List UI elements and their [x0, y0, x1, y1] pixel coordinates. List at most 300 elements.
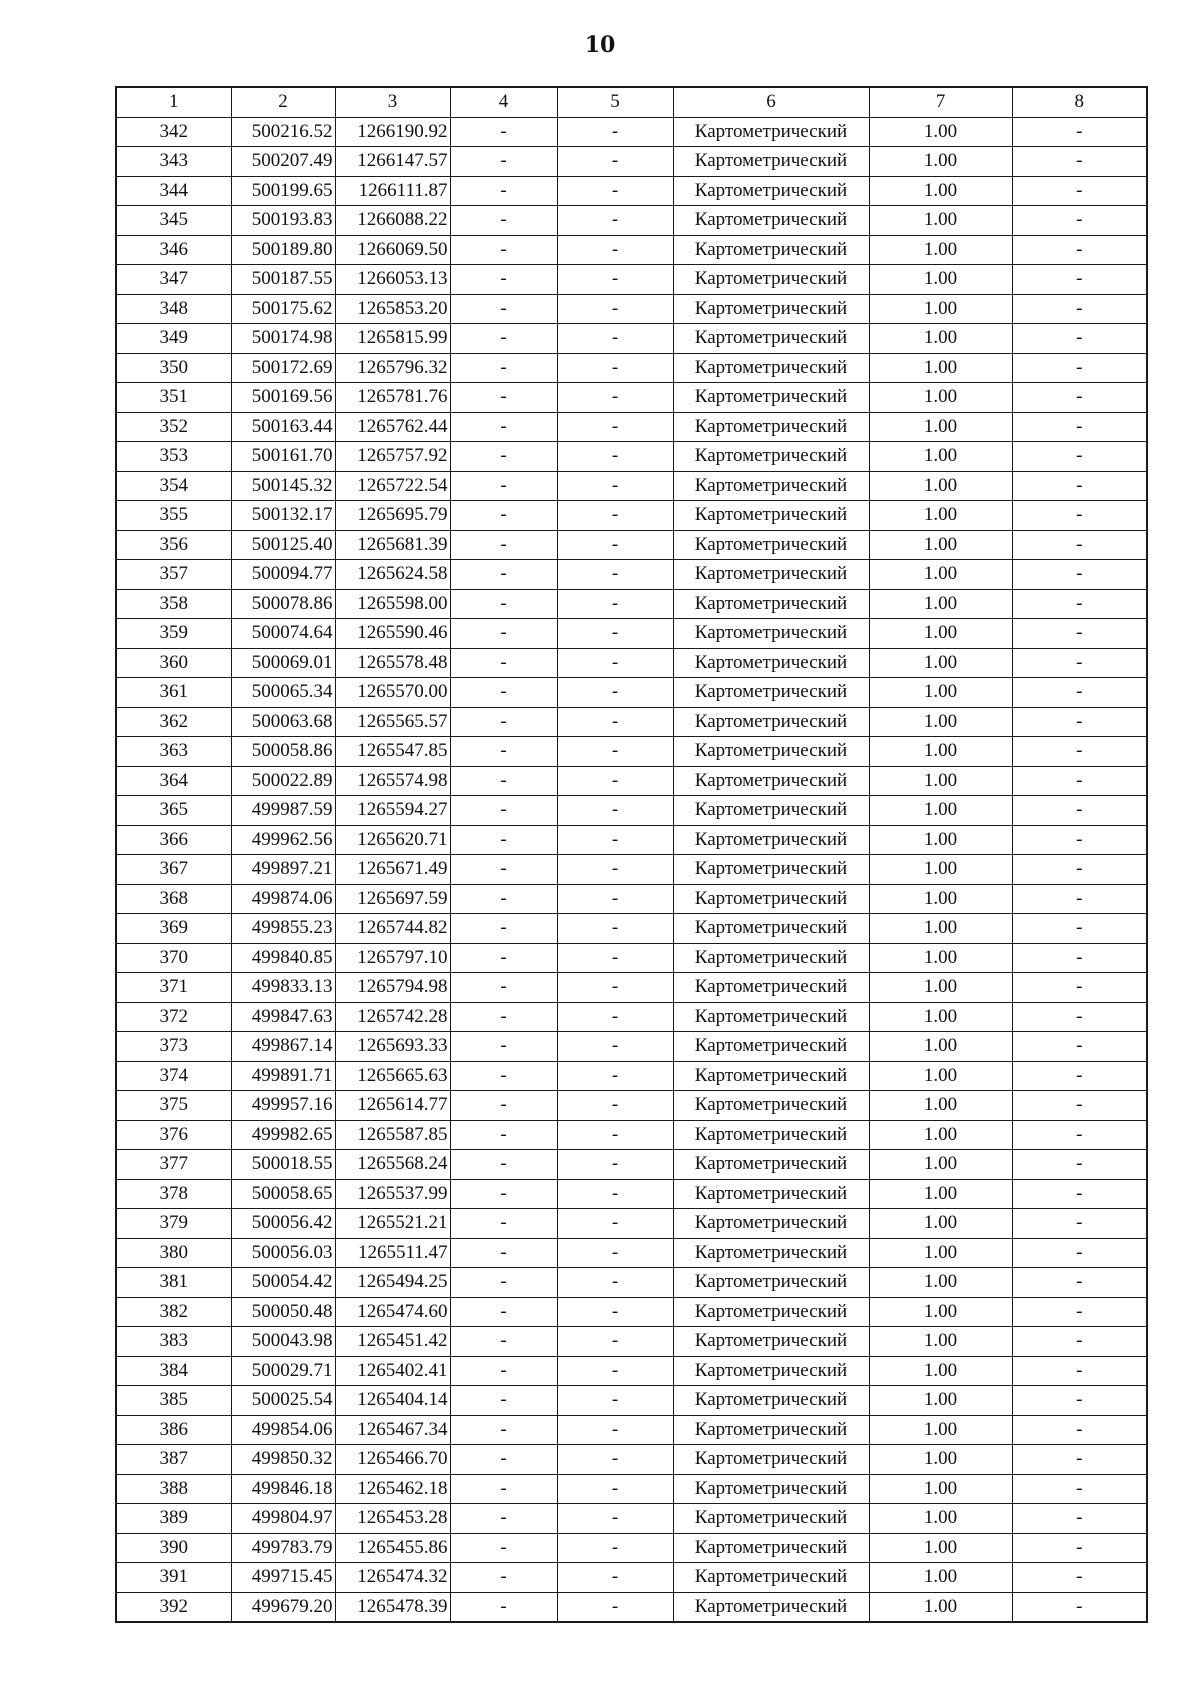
cell-accuracy: 1.00 — [869, 1179, 1012, 1209]
cell-coord-x: 499850.32 — [231, 1445, 335, 1475]
cell-method: Картометрический — [673, 619, 869, 649]
cell-coord-x: 500063.68 — [231, 707, 335, 737]
cell-col-8: - — [1012, 1445, 1147, 1475]
cell-point-number: 364 — [116, 766, 231, 796]
cell-point-number: 389 — [116, 1504, 231, 1534]
cell-col-8: - — [1012, 265, 1147, 295]
cell-coord-x: 500069.01 — [231, 648, 335, 678]
cell-coord-y: 1265594.27 — [335, 796, 450, 826]
table-row — [116, 471, 1147, 501]
cell-coord-y: 1265853.20 — [335, 294, 450, 324]
cell-coord-y: 1265478.39 — [335, 1592, 450, 1622]
cell-point-number: 385 — [116, 1386, 231, 1416]
cell-point-number: 368 — [116, 884, 231, 914]
cell-method: Картометрический — [673, 1563, 869, 1593]
cell-coord-y: 1265614.77 — [335, 1091, 450, 1121]
cell-coord-y: 1265474.32 — [335, 1563, 450, 1593]
cell-col-8: - — [1012, 914, 1147, 944]
cell-method: Картометрический — [673, 412, 869, 442]
cell-col-8: - — [1012, 530, 1147, 560]
cell-coord-y: 1265815.99 — [335, 324, 450, 354]
cell-col-5: - — [557, 1061, 673, 1091]
table-row — [116, 530, 1147, 560]
table-row — [116, 737, 1147, 767]
table-row — [116, 147, 1147, 177]
cell-coord-x: 499982.65 — [231, 1120, 335, 1150]
cell-point-number: 371 — [116, 973, 231, 1003]
cell-col-5: - — [557, 678, 673, 708]
cell-col-5: - — [557, 265, 673, 295]
cell-accuracy: 1.00 — [869, 825, 1012, 855]
cell-col-4: - — [450, 766, 557, 796]
cell-accuracy: 1.00 — [869, 1327, 1012, 1357]
cell-col-4: - — [450, 1356, 557, 1386]
cell-accuracy: 1.00 — [869, 353, 1012, 383]
cell-col-5: - — [557, 1209, 673, 1239]
table-row — [116, 825, 1147, 855]
cell-point-number: 348 — [116, 294, 231, 324]
cell-col-4: - — [450, 707, 557, 737]
cell-accuracy: 1.00 — [869, 412, 1012, 442]
column-header-8: 8 — [1012, 87, 1147, 117]
cell-accuracy: 1.00 — [869, 294, 1012, 324]
cell-coord-y: 1265578.48 — [335, 648, 450, 678]
cell-coord-y: 1265665.63 — [335, 1061, 450, 1091]
cell-col-4: - — [450, 1032, 557, 1062]
table-row — [116, 1386, 1147, 1416]
cell-col-5: - — [557, 147, 673, 177]
cell-col-5: - — [557, 1386, 673, 1416]
cell-coord-x: 500056.03 — [231, 1238, 335, 1268]
cell-coord-x: 500054.42 — [231, 1268, 335, 1298]
cell-coord-x: 499783.79 — [231, 1533, 335, 1563]
cell-method: Картометрический — [673, 471, 869, 501]
cell-point-number: 354 — [116, 471, 231, 501]
cell-point-number: 386 — [116, 1415, 231, 1445]
cell-col-4: - — [450, 383, 557, 413]
cell-accuracy: 1.00 — [869, 147, 1012, 177]
cell-col-5: - — [557, 1415, 673, 1445]
table-row — [116, 1563, 1147, 1593]
cell-point-number: 357 — [116, 560, 231, 590]
cell-col-5: - — [557, 1474, 673, 1504]
cell-coord-x: 500187.55 — [231, 265, 335, 295]
table-row — [116, 855, 1147, 885]
cell-col-8: - — [1012, 589, 1147, 619]
table-row — [116, 1327, 1147, 1357]
cell-coord-x: 500050.48 — [231, 1297, 335, 1327]
table-body — [116, 117, 1147, 1622]
table-row — [116, 766, 1147, 796]
column-header-6: 6 — [673, 87, 869, 117]
cell-accuracy: 1.00 — [869, 1002, 1012, 1032]
cell-method: Картометрический — [673, 560, 869, 590]
table-row — [116, 648, 1147, 678]
cell-col-8: - — [1012, 501, 1147, 531]
cell-coord-y: 1265757.92 — [335, 442, 450, 472]
cell-col-8: - — [1012, 1002, 1147, 1032]
cell-col-8: - — [1012, 737, 1147, 767]
cell-point-number: 361 — [116, 678, 231, 708]
cell-method: Картометрический — [673, 737, 869, 767]
cell-col-4: - — [450, 1002, 557, 1032]
cell-coord-y: 1265781.76 — [335, 383, 450, 413]
cell-method: Картометрический — [673, 855, 869, 885]
cell-col-8: - — [1012, 1209, 1147, 1239]
cell-method: Картометрический — [673, 206, 869, 236]
cell-coord-x: 499840.85 — [231, 943, 335, 973]
cell-point-number: 346 — [116, 235, 231, 265]
cell-point-number: 375 — [116, 1091, 231, 1121]
table-row — [116, 117, 1147, 147]
cell-coord-y: 1265742.28 — [335, 1002, 450, 1032]
table-row — [116, 294, 1147, 324]
cell-method: Картометрический — [673, 914, 869, 944]
cell-accuracy: 1.00 — [869, 442, 1012, 472]
cell-col-4: - — [450, 796, 557, 826]
cell-accuracy: 1.00 — [869, 1061, 1012, 1091]
cell-col-5: - — [557, 855, 673, 885]
cell-coord-x: 500172.69 — [231, 353, 335, 383]
cell-coord-y: 1265467.34 — [335, 1415, 450, 1445]
cell-coord-x: 499855.23 — [231, 914, 335, 944]
cell-coord-x: 499867.14 — [231, 1032, 335, 1062]
cell-point-number: 374 — [116, 1061, 231, 1091]
table-row — [116, 884, 1147, 914]
cell-col-4: - — [450, 294, 557, 324]
coordinates-table — [115, 86, 1148, 1623]
cell-col-5: - — [557, 206, 673, 236]
cell-coord-y: 1265587.85 — [335, 1120, 450, 1150]
cell-col-4: - — [450, 619, 557, 649]
table-row — [116, 678, 1147, 708]
cell-col-4: - — [450, 206, 557, 236]
cell-col-4: - — [450, 1445, 557, 1475]
cell-coord-x: 500161.70 — [231, 442, 335, 472]
cell-coord-x: 500207.49 — [231, 147, 335, 177]
cell-method: Картометрический — [673, 1297, 869, 1327]
cell-method: Картометрический — [673, 1238, 869, 1268]
cell-accuracy: 1.00 — [869, 973, 1012, 1003]
cell-col-8: - — [1012, 943, 1147, 973]
cell-accuracy: 1.00 — [869, 1032, 1012, 1062]
cell-col-8: - — [1012, 1268, 1147, 1298]
cell-col-8: - — [1012, 1386, 1147, 1416]
cell-method: Картометрический — [673, 265, 869, 295]
cell-coord-x: 500145.32 — [231, 471, 335, 501]
table-row — [116, 1032, 1147, 1062]
cell-method: Картометрический — [673, 501, 869, 531]
table-row — [116, 1297, 1147, 1327]
cell-coord-y: 1265404.14 — [335, 1386, 450, 1416]
cell-accuracy: 1.00 — [869, 560, 1012, 590]
column-header-2: 2 — [231, 87, 335, 117]
cell-coord-y: 1266069.50 — [335, 235, 450, 265]
cell-col-8: - — [1012, 1032, 1147, 1062]
cell-coord-x: 499891.71 — [231, 1061, 335, 1091]
cell-coord-y: 1265570.00 — [335, 678, 450, 708]
cell-col-8: - — [1012, 442, 1147, 472]
cell-coord-x: 500169.56 — [231, 383, 335, 413]
table-row — [116, 235, 1147, 265]
cell-col-4: - — [450, 1179, 557, 1209]
cell-accuracy: 1.00 — [869, 648, 1012, 678]
cell-point-number: 369 — [116, 914, 231, 944]
cell-coord-x: 499957.16 — [231, 1091, 335, 1121]
cell-col-4: - — [450, 1474, 557, 1504]
cell-method: Картометрический — [673, 1533, 869, 1563]
cell-method: Картометрический — [673, 1327, 869, 1357]
cell-col-8: - — [1012, 1327, 1147, 1357]
cell-point-number: 377 — [116, 1150, 231, 1180]
cell-col-5: - — [557, 501, 673, 531]
cell-coord-x: 500094.77 — [231, 560, 335, 590]
cell-method: Картометрический — [673, 1386, 869, 1416]
cell-point-number: 360 — [116, 648, 231, 678]
cell-col-4: - — [450, 943, 557, 973]
cell-method: Картометрический — [673, 1268, 869, 1298]
cell-coord-x: 499833.13 — [231, 973, 335, 1003]
cell-point-number: 350 — [116, 353, 231, 383]
cell-col-8: - — [1012, 1415, 1147, 1445]
cell-coord-x: 500078.86 — [231, 589, 335, 619]
cell-coord-y: 1265462.18 — [335, 1474, 450, 1504]
table-row — [116, 796, 1147, 826]
cell-col-5: - — [557, 176, 673, 206]
cell-method: Картометрический — [673, 707, 869, 737]
cell-coord-y: 1265402.41 — [335, 1356, 450, 1386]
cell-point-number: 392 — [116, 1592, 231, 1622]
cell-col-8: - — [1012, 648, 1147, 678]
cell-coord-x: 500025.54 — [231, 1386, 335, 1416]
cell-point-number: 349 — [116, 324, 231, 354]
cell-coord-x: 500132.17 — [231, 501, 335, 531]
cell-point-number: 365 — [116, 796, 231, 826]
cell-coord-y: 1265568.24 — [335, 1150, 450, 1180]
cell-coord-y: 1265624.58 — [335, 560, 450, 590]
cell-accuracy: 1.00 — [869, 884, 1012, 914]
cell-col-8: - — [1012, 973, 1147, 1003]
cell-col-5: - — [557, 1297, 673, 1327]
cell-accuracy: 1.00 — [869, 1268, 1012, 1298]
cell-col-4: - — [450, 884, 557, 914]
cell-coord-y: 1265547.85 — [335, 737, 450, 767]
cell-point-number: 356 — [116, 530, 231, 560]
cell-col-5: - — [557, 1268, 673, 1298]
cell-coord-x: 500065.34 — [231, 678, 335, 708]
cell-col-4: - — [450, 1120, 557, 1150]
cell-point-number: 373 — [116, 1032, 231, 1062]
table-row — [116, 1120, 1147, 1150]
table-row — [116, 1415, 1147, 1445]
cell-coord-x: 500043.98 — [231, 1327, 335, 1357]
cell-accuracy: 1.00 — [869, 1533, 1012, 1563]
cell-coord-y: 1265466.70 — [335, 1445, 450, 1475]
cell-col-5: - — [557, 796, 673, 826]
cell-col-5: - — [557, 1504, 673, 1534]
cell-point-number: 367 — [116, 855, 231, 885]
cell-col-5: - — [557, 1238, 673, 1268]
cell-col-8: - — [1012, 1592, 1147, 1622]
table-row — [116, 1445, 1147, 1475]
cell-method: Картометрический — [673, 1120, 869, 1150]
cell-col-5: - — [557, 619, 673, 649]
cell-point-number: 376 — [116, 1120, 231, 1150]
cell-coord-x: 499987.59 — [231, 796, 335, 826]
cell-coord-y: 1265671.49 — [335, 855, 450, 885]
table-row — [116, 412, 1147, 442]
table-row — [116, 176, 1147, 206]
cell-method: Картометрический — [673, 353, 869, 383]
cell-col-5: - — [557, 1327, 673, 1357]
cell-col-5: - — [557, 914, 673, 944]
cell-col-4: - — [450, 1415, 557, 1445]
cell-col-8: - — [1012, 1120, 1147, 1150]
page-number: 10 — [584, 32, 616, 58]
cell-method: Картометрический — [673, 943, 869, 973]
cell-col-4: - — [450, 235, 557, 265]
table-row — [116, 589, 1147, 619]
table-row — [116, 383, 1147, 413]
cell-accuracy: 1.00 — [869, 914, 1012, 944]
cell-col-8: - — [1012, 412, 1147, 442]
cell-point-number: 390 — [116, 1533, 231, 1563]
cell-col-5: - — [557, 235, 673, 265]
cell-col-8: - — [1012, 471, 1147, 501]
cell-point-number: 344 — [116, 176, 231, 206]
cell-method: Картометрический — [673, 973, 869, 1003]
cell-method: Картометрический — [673, 1592, 869, 1622]
cell-col-8: - — [1012, 176, 1147, 206]
cell-col-4: - — [450, 1209, 557, 1239]
cell-point-number: 351 — [116, 383, 231, 413]
cell-point-number: 345 — [116, 206, 231, 236]
cell-point-number: 366 — [116, 825, 231, 855]
cell-col-4: - — [450, 530, 557, 560]
table-row — [116, 973, 1147, 1003]
cell-accuracy: 1.00 — [869, 707, 1012, 737]
table-row — [116, 1268, 1147, 1298]
cell-point-number: 383 — [116, 1327, 231, 1357]
cell-coord-y: 1265693.33 — [335, 1032, 450, 1062]
cell-coord-y: 1265455.86 — [335, 1533, 450, 1563]
cell-col-5: - — [557, 707, 673, 737]
cell-col-5: - — [557, 1150, 673, 1180]
cell-coord-y: 1265494.25 — [335, 1268, 450, 1298]
cell-coord-y: 1265744.82 — [335, 914, 450, 944]
cell-coord-y: 1265722.54 — [335, 471, 450, 501]
cell-accuracy: 1.00 — [869, 1592, 1012, 1622]
cell-point-number: 381 — [116, 1268, 231, 1298]
cell-accuracy: 1.00 — [869, 235, 1012, 265]
cell-point-number: 359 — [116, 619, 231, 649]
cell-coord-x: 499679.20 — [231, 1592, 335, 1622]
cell-point-number: 363 — [116, 737, 231, 767]
cell-accuracy: 1.00 — [869, 1504, 1012, 1534]
cell-coord-x: 500193.83 — [231, 206, 335, 236]
column-header-4: 4 — [450, 87, 557, 117]
cell-coord-y: 1265565.57 — [335, 707, 450, 737]
cell-accuracy: 1.00 — [869, 1415, 1012, 1445]
cell-accuracy: 1.00 — [869, 176, 1012, 206]
table-header-row — [116, 87, 1147, 117]
cell-col-4: - — [450, 855, 557, 885]
cell-coord-y: 1265620.71 — [335, 825, 450, 855]
cell-method: Картометрический — [673, 530, 869, 560]
cell-coord-y: 1266190.92 — [335, 117, 450, 147]
table-row — [116, 943, 1147, 973]
cell-method: Картометрический — [673, 117, 869, 147]
cell-point-number: 378 — [116, 1179, 231, 1209]
cell-method: Картометрический — [673, 589, 869, 619]
cell-method: Картометрический — [673, 825, 869, 855]
cell-col-4: - — [450, 117, 557, 147]
cell-method: Картометрический — [673, 1504, 869, 1534]
cell-col-4: - — [450, 412, 557, 442]
cell-method: Картометрический — [673, 294, 869, 324]
cell-method: Картометрический — [673, 442, 869, 472]
cell-accuracy: 1.00 — [869, 1297, 1012, 1327]
cell-method: Картометрический — [673, 147, 869, 177]
cell-col-4: - — [450, 353, 557, 383]
cell-col-8: - — [1012, 1533, 1147, 1563]
cell-col-5: - — [557, 737, 673, 767]
cell-col-5: - — [557, 530, 673, 560]
cell-col-4: - — [450, 324, 557, 354]
table-row — [116, 1592, 1147, 1622]
cell-col-8: - — [1012, 855, 1147, 885]
cell-col-8: - — [1012, 1150, 1147, 1180]
cell-col-4: - — [450, 1268, 557, 1298]
cell-col-4: - — [450, 147, 557, 177]
cell-method: Картометрический — [673, 176, 869, 206]
cell-coord-x: 500125.40 — [231, 530, 335, 560]
cell-coord-y: 1266147.57 — [335, 147, 450, 177]
cell-coord-y: 1265598.00 — [335, 589, 450, 619]
cell-col-4: - — [450, 737, 557, 767]
cell-accuracy: 1.00 — [869, 1209, 1012, 1239]
cell-point-number: 384 — [116, 1356, 231, 1386]
table-row — [116, 619, 1147, 649]
cell-method: Картометрический — [673, 1032, 869, 1062]
cell-coord-x: 499846.18 — [231, 1474, 335, 1504]
cell-col-8: - — [1012, 147, 1147, 177]
cell-col-5: - — [557, 943, 673, 973]
cell-col-4: - — [450, 176, 557, 206]
cell-coord-x: 500056.42 — [231, 1209, 335, 1239]
cell-col-8: - — [1012, 1356, 1147, 1386]
table-row — [116, 1474, 1147, 1504]
cell-coord-x: 500189.80 — [231, 235, 335, 265]
cell-accuracy: 1.00 — [869, 1356, 1012, 1386]
cell-col-8: - — [1012, 619, 1147, 649]
cell-method: Картометрический — [673, 1179, 869, 1209]
cell-col-5: - — [557, 442, 673, 472]
cell-col-8: - — [1012, 1238, 1147, 1268]
cell-coord-x: 499962.56 — [231, 825, 335, 855]
cell-coord-y: 1265794.98 — [335, 973, 450, 1003]
cell-coord-x: 500058.86 — [231, 737, 335, 767]
cell-col-8: - — [1012, 235, 1147, 265]
cell-col-4: - — [450, 1238, 557, 1268]
cell-col-8: - — [1012, 1179, 1147, 1209]
table-row — [116, 353, 1147, 383]
cell-col-4: - — [450, 648, 557, 678]
cell-accuracy: 1.00 — [869, 855, 1012, 885]
cell-col-8: - — [1012, 1563, 1147, 1593]
cell-accuracy: 1.00 — [869, 1445, 1012, 1475]
cell-coord-x: 500058.65 — [231, 1179, 335, 1209]
